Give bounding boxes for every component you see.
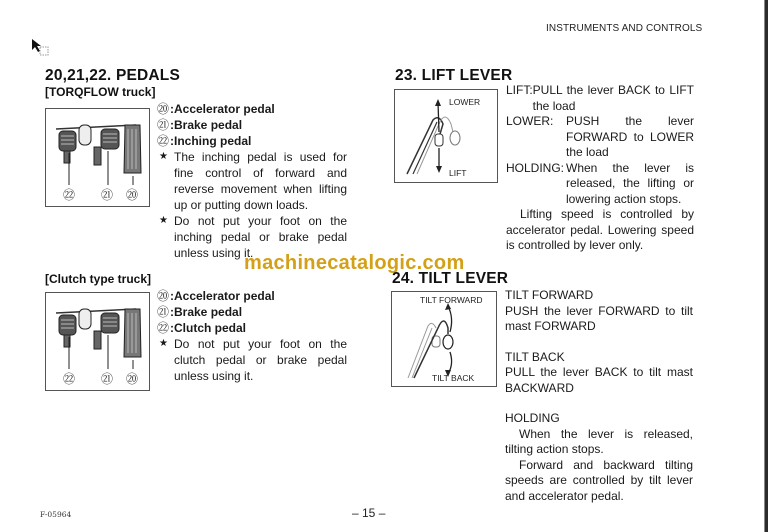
definition-holding: HOLDING: When the lever is released, the lifting or lowering action stops. — [506, 160, 694, 206]
list-item: ㉑ :Brake pedal — [157, 118, 243, 132]
callout-21: ㉑ — [101, 372, 114, 386]
tilt-lever-title: 24. TILT LEVER — [392, 270, 509, 287]
tilt-back-text: PULL the lever BACK to tilt mast BACKWARD — [505, 365, 693, 395]
figure-label-lift: LIFT — [449, 168, 467, 178]
lift-lever-description — [506, 83, 694, 254]
torqflow-pedal-list — [157, 101, 347, 261]
list-item: ㉒ :Clutch pedal — [157, 321, 247, 335]
star-icon: ★ — [159, 151, 168, 162]
star-icon: ★ — [159, 215, 168, 226]
figure-label-tilt-forward: TILT FORWARD — [420, 295, 483, 305]
torqflow-pedals-figure — [45, 108, 150, 207]
lift-speed-note: Lifting speed is controlled by accelerator pedal. Lowering speed is controlled by lever only. — [506, 207, 694, 252]
list-item: ⑳ :Accelerator pedal — [157, 289, 275, 303]
clutch-pedals-figure — [45, 292, 150, 391]
list-item: ⑳ :Accelerator pedal — [157, 102, 275, 116]
running-header: INSTRUMENTS AND CONTROLS — [546, 23, 703, 34]
watermark: machinecatalogic.com — [244, 252, 465, 274]
tilt-forward-heading: TILT FORWARD — [505, 288, 594, 302]
callout-22: ㉒ — [63, 188, 76, 202]
note: ★ Do not put your foot on the inching pedal or brake pedal unless using it. — [159, 214, 347, 260]
figure-label-lower: LOWER — [449, 97, 481, 107]
page-number: – 15 – — [352, 506, 386, 520]
clutch-subtitle: [Clutch type truck] — [45, 272, 152, 286]
tilt-speed-note: Forward and backward tilting speeds are controlled by tilt lever and accelerator pedal. — [505, 457, 693, 503]
tilt-lever-description — [505, 288, 693, 504]
star-icon: ★ — [159, 338, 168, 349]
definition-lower: LOWER: PUSH the lever FORWARD to LOWER the load — [506, 114, 694, 159]
figure-label-tilt-back: TILT BACK — [432, 373, 475, 383]
tilt-back-heading: TILT BACK — [505, 349, 565, 364]
tilt-lever-figure — [391, 291, 497, 387]
document-code: F-05964 — [40, 510, 72, 519]
pedals-title: 20,21,22. PEDALS — [45, 67, 181, 84]
holding-heading: HOLDING — [505, 411, 560, 425]
holding-text: When the lever is released, tilting action stops. — [505, 426, 693, 456]
torqflow-subtitle: [TORQFLOW truck] — [45, 85, 156, 99]
mouse-cursor-icon — [31, 38, 51, 58]
list-item: ㉒ :Inching pedal — [157, 134, 252, 148]
note: ★ Do not put your foot on the clutch pedal or brake pedal unless using it. — [159, 337, 347, 383]
callout-22: ㉒ — [63, 372, 76, 386]
lift-lever-figure — [394, 89, 498, 183]
callout-21: ㉑ — [101, 188, 114, 202]
definition-lift: LIFT: PULL the lever BACK to LIFT the load — [506, 83, 694, 113]
note: ★ The inching pedal is used for fine control of forward and reverse movement when lifting up or putting down loads. — [159, 150, 347, 212]
list-item: ㉑ :Brake pedal — [157, 305, 243, 319]
clutch-pedal-list — [157, 288, 347, 384]
lift-lever-title: 23. LIFT LEVER — [395, 67, 513, 84]
tilt-forward-text: PUSH the lever FORWARD to tilt mast FORWARD — [505, 303, 693, 333]
callout-20: ⑳ — [126, 188, 139, 202]
callout-20: ⑳ — [126, 372, 139, 386]
